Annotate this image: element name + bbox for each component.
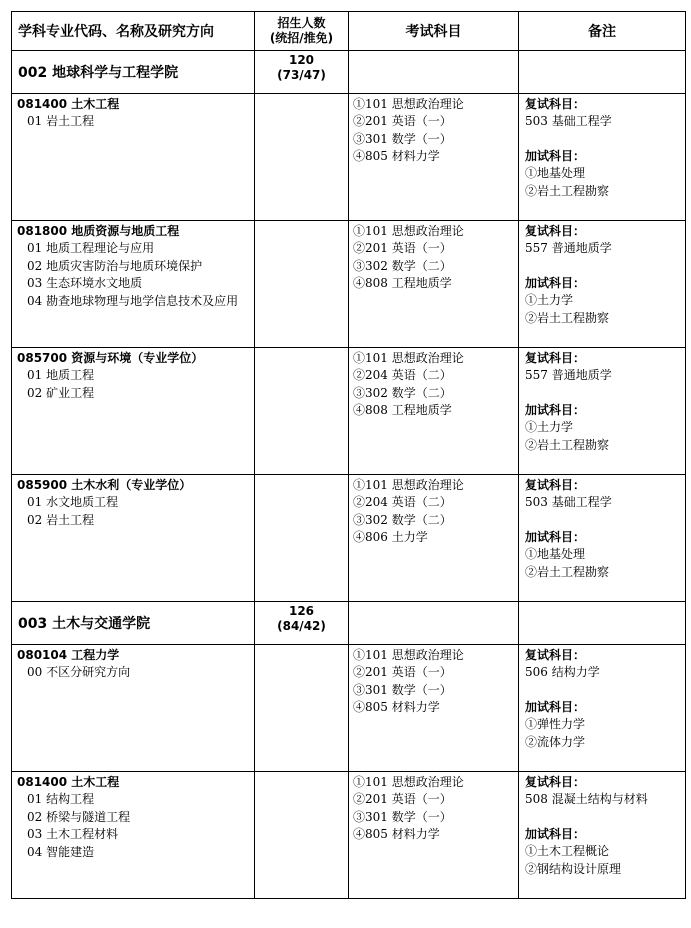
major-row bbox=[12, 94, 686, 221]
exam-subject: ①101 思想政治理论 bbox=[353, 97, 464, 111]
major-row bbox=[12, 645, 686, 772]
header-notes: 备注 bbox=[519, 12, 686, 51]
exam-subjects bbox=[349, 94, 519, 221]
major-title: 081400 土木工程 bbox=[17, 97, 120, 111]
research-direction: 02 地质灾害防治与地质环境保护 bbox=[27, 258, 203, 273]
extra-subject: ①土木工程概论 bbox=[525, 844, 610, 859]
header-major: 学科专业代码、名称及研究方向 bbox=[12, 12, 255, 51]
enrollment-total: 120 bbox=[288, 53, 315, 67]
college-enrollment bbox=[255, 602, 349, 645]
research-direction: 01 地质工程 bbox=[27, 368, 95, 383]
exam-subject: ④805 材料力学 bbox=[353, 700, 440, 715]
major-title: 080104 工程力学 bbox=[17, 648, 120, 662]
exam-subject: ④806 土力学 bbox=[353, 530, 428, 545]
research-direction: 03 生态环境水文地质 bbox=[27, 276, 143, 291]
major-cell bbox=[12, 645, 255, 772]
major-title: 085900 土木水利（专业学位） bbox=[17, 478, 192, 492]
research-direction: 01 水文地质工程 bbox=[27, 495, 119, 510]
notes-gap bbox=[525, 512, 681, 529]
notes-gap bbox=[525, 682, 681, 699]
research-direction: 03 土木工程材料 bbox=[27, 827, 119, 842]
research-direction: 01 岩土工程 bbox=[27, 114, 95, 129]
research-direction: 04 勘查地球物理与地学信息技术及应用 bbox=[27, 293, 239, 308]
college-enrollment bbox=[255, 51, 349, 94]
major-title: 081400 土木工程 bbox=[17, 775, 120, 789]
college-row bbox=[12, 51, 686, 94]
research-direction: 02 矿业工程 bbox=[27, 385, 95, 400]
extra-label: 加试科目： bbox=[525, 402, 586, 417]
major-enrollment-empty bbox=[255, 475, 349, 602]
extra-label: 加试科目： bbox=[525, 826, 586, 841]
college-name: 003 土木与交通学院 bbox=[12, 602, 255, 645]
exam-subject: ②204 英语（二） bbox=[353, 368, 452, 383]
major-row bbox=[12, 772, 686, 899]
retest-subject: 503 基础工程学 bbox=[525, 495, 612, 510]
extra-subject: ①地基处理 bbox=[525, 547, 586, 562]
exam-subject: ③302 数学（二） bbox=[353, 385, 452, 400]
major-cell bbox=[12, 94, 255, 221]
major-row bbox=[12, 221, 686, 348]
admissions-table bbox=[11, 11, 686, 899]
major-enrollment-empty bbox=[255, 348, 349, 475]
extra-subject: ②岩土工程勘察 bbox=[525, 183, 610, 198]
notes-cell bbox=[519, 772, 686, 899]
header-enrollment-line2: (统招/推免) bbox=[269, 31, 334, 45]
extra-subject: ②岩土工程勘察 bbox=[525, 310, 610, 325]
exam-subjects bbox=[349, 475, 519, 602]
research-direction: 04 智能建造 bbox=[27, 844, 95, 859]
notes-cell bbox=[519, 221, 686, 348]
college-subjects-empty bbox=[349, 602, 519, 645]
extra-label: 加试科目： bbox=[525, 529, 586, 544]
extra-label: 加试科目： bbox=[525, 148, 586, 163]
retest-subject: 508 混凝土结构与材料 bbox=[525, 792, 648, 807]
major-cell bbox=[12, 475, 255, 602]
header-row bbox=[12, 12, 686, 51]
exam-subjects bbox=[349, 348, 519, 475]
exam-subject: ②201 英语（一） bbox=[353, 665, 452, 680]
exam-subject: ④808 工程地质学 bbox=[353, 403, 452, 418]
exam-subject: ④805 材料力学 bbox=[353, 827, 440, 842]
major-row bbox=[12, 475, 686, 602]
exam-subject: ②204 英语（二） bbox=[353, 495, 452, 510]
college-notes-empty bbox=[519, 51, 686, 94]
research-direction: 02 桥梁与隧道工程 bbox=[27, 809, 131, 824]
exam-subjects bbox=[349, 645, 519, 772]
exam-subject: ④805 材料力学 bbox=[353, 149, 440, 164]
enrollment-total: 126 bbox=[288, 604, 315, 618]
enrollment-split: (73/47) bbox=[277, 68, 326, 82]
notes-cell bbox=[519, 475, 686, 602]
extra-subject: ①土力学 bbox=[525, 293, 574, 308]
exam-subjects bbox=[349, 772, 519, 899]
extra-label: 加试科目： bbox=[525, 275, 586, 290]
major-title: 081800 地质资源与地质工程 bbox=[17, 224, 180, 238]
retest-label: 复试科目： bbox=[525, 775, 586, 789]
header-enrollment-line1: 招生人数 bbox=[277, 16, 326, 30]
notes-cell bbox=[519, 94, 686, 221]
notes-cell bbox=[519, 645, 686, 772]
college-row bbox=[12, 602, 686, 645]
extra-subject: ②钢结构设计原理 bbox=[525, 861, 622, 876]
retest-subject: 557 普通地质学 bbox=[525, 241, 612, 256]
notes-gap bbox=[525, 131, 681, 148]
exam-subject: ③301 数学（一） bbox=[353, 131, 452, 146]
research-direction: 01 结构工程 bbox=[27, 792, 95, 807]
retest-label: 复试科目： bbox=[525, 351, 586, 365]
research-direction: 00 不区分研究方向 bbox=[27, 665, 131, 680]
major-enrollment-empty bbox=[255, 772, 349, 899]
retest-subject: 557 普通地质学 bbox=[525, 368, 612, 383]
exam-subject: ②201 英语（一） bbox=[353, 241, 452, 256]
exam-subject: ②201 英语（一） bbox=[353, 114, 452, 129]
exam-subject: ①101 思想政治理论 bbox=[353, 648, 464, 662]
research-direction: 02 岩土工程 bbox=[27, 512, 95, 527]
exam-subject: ①101 思想政治理论 bbox=[353, 224, 464, 238]
extra-subject: ②岩土工程勘察 bbox=[525, 564, 610, 579]
exam-subject: ③301 数学（一） bbox=[353, 809, 452, 824]
header-subjects: 考试科目 bbox=[349, 12, 519, 51]
extra-subject: ②岩土工程勘察 bbox=[525, 437, 610, 452]
extra-subject: ②流体力学 bbox=[525, 734, 586, 749]
exam-subject: ③301 数学（一） bbox=[353, 682, 452, 697]
extra-label: 加试科目： bbox=[525, 699, 586, 714]
major-title: 085700 资源与环境（专业学位） bbox=[17, 351, 204, 365]
exam-subject: ②201 英语（一） bbox=[353, 792, 452, 807]
enrollment-split: (84/42) bbox=[277, 619, 326, 633]
retest-subject: 506 结构力学 bbox=[525, 665, 600, 680]
college-name: 002 地球科学与工程学院 bbox=[12, 51, 255, 94]
exam-subject: ④808 工程地质学 bbox=[353, 276, 452, 291]
retest-label: 复试科目： bbox=[525, 224, 586, 238]
major-row bbox=[12, 348, 686, 475]
exam-subject: ③302 数学（二） bbox=[353, 258, 452, 273]
extra-subject: ①土力学 bbox=[525, 420, 574, 435]
major-enrollment-empty bbox=[255, 221, 349, 348]
major-cell bbox=[12, 348, 255, 475]
exam-subject: ①101 思想政治理论 bbox=[353, 775, 464, 789]
exam-subjects bbox=[349, 221, 519, 348]
notes-gap bbox=[525, 809, 681, 826]
college-notes-empty bbox=[519, 602, 686, 645]
extra-subject: ①地基处理 bbox=[525, 166, 586, 181]
major-enrollment-empty bbox=[255, 645, 349, 772]
header-enrollment bbox=[255, 12, 349, 51]
exam-subject: ①101 思想政治理论 bbox=[353, 478, 464, 492]
major-cell bbox=[12, 772, 255, 899]
major-cell bbox=[12, 221, 255, 348]
notes-gap bbox=[525, 385, 681, 402]
retest-subject: 503 基础工程学 bbox=[525, 114, 612, 129]
retest-label: 复试科目： bbox=[525, 97, 586, 111]
exam-subject: ①101 思想政治理论 bbox=[353, 351, 464, 365]
college-subjects-empty bbox=[349, 51, 519, 94]
notes-cell bbox=[519, 348, 686, 475]
extra-subject: ①弹性力学 bbox=[525, 717, 586, 732]
research-direction: 01 地质工程理论与应用 bbox=[27, 241, 155, 256]
exam-subject: ③302 数学（二） bbox=[353, 512, 452, 527]
major-enrollment-empty bbox=[255, 94, 349, 221]
retest-label: 复试科目： bbox=[525, 648, 586, 662]
retest-label: 复试科目： bbox=[525, 478, 586, 492]
notes-gap bbox=[525, 258, 681, 275]
